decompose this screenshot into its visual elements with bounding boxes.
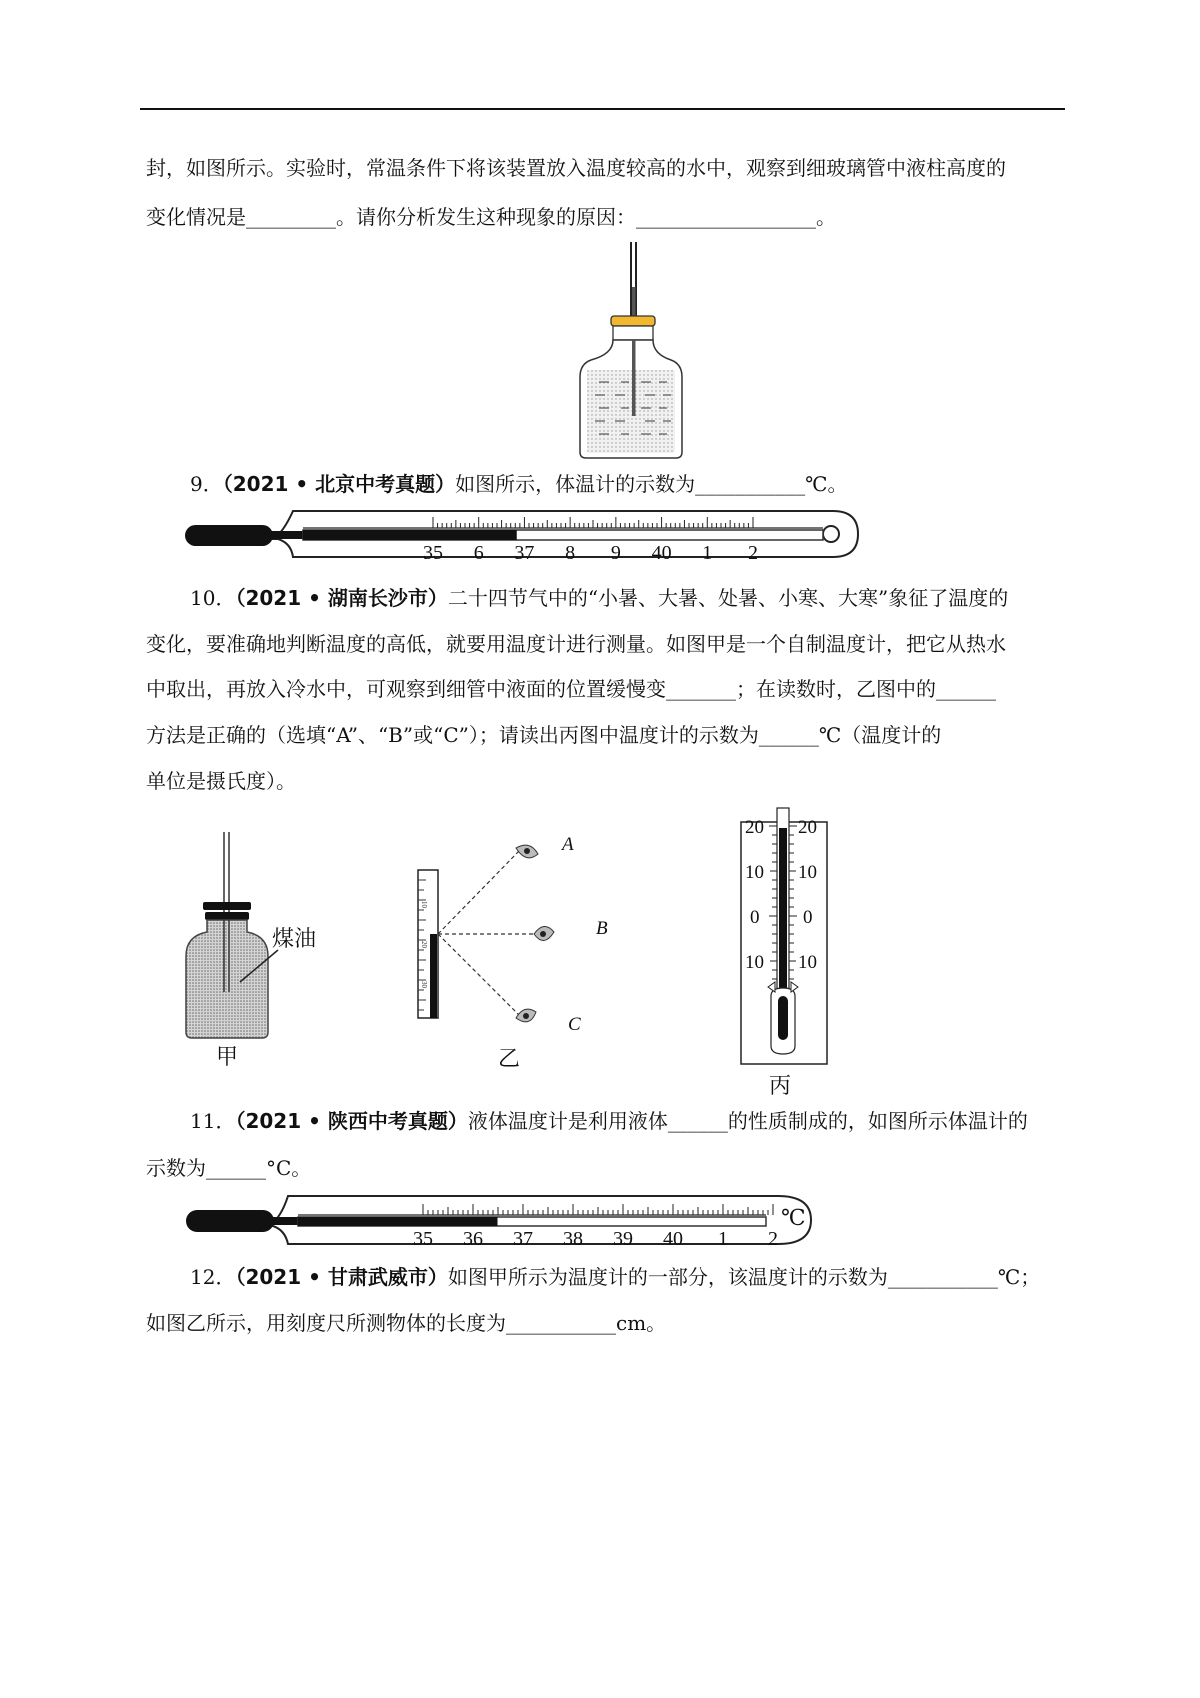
q11-line-2: 示数为______°C。 [146, 1156, 312, 1180]
q11-line-1 [190, 1109, 1028, 1133]
q9-scale-label: 1 [702, 542, 713, 564]
kerosene-label: 煤油 [272, 927, 317, 952]
q9-scale-label: 2 [748, 542, 758, 564]
q11-scale-label: 35 [413, 1228, 433, 1250]
q12-line-2: 如图乙所示，用刻度尺所测物体的长度为___________cm。 [146, 1311, 667, 1335]
q11-source: （2021 • 陕西中考真题） [235, 1109, 468, 1133]
eye-a-label: A [562, 834, 574, 855]
bing-left-20: 20 [745, 817, 764, 838]
q10-source: （2021 • 湖南长沙市） [235, 586, 448, 610]
ruler-tick-30: 30 [420, 981, 428, 988]
bing-right-10: 10 [798, 862, 817, 883]
q9-source: （2021 • 北京中考真题） [222, 472, 456, 496]
q9-scale-label: 40 [651, 542, 672, 564]
bing-right-20: 20 [798, 817, 817, 838]
q10-line-4: 方法是正确的（选填“A”、“B”或“C”）；请读出丙图中温度计的示数为______℃（温度计的 [146, 723, 942, 747]
q11-number: 11． [190, 1109, 236, 1133]
q11-scale-label: 40 [663, 1228, 683, 1250]
q10-line1-text: 二十四节气中的“小暑、大暑、处暑、小寒、大寒”象征了温度的 [447, 586, 1009, 610]
q9-scale-label: 6 [473, 542, 484, 564]
q10-line-1 [190, 586, 1008, 610]
q10-line-5: 单位是摄氏度）。 [146, 769, 296, 793]
q8-line-2: 变化情况是_________。请你分析发生这种现象的原因：__________________。 [146, 205, 836, 229]
q9-number: 9． [190, 472, 223, 496]
q11-line1-text: 液体温度计是利用液体______的性质制成的，如图所示体温计的 [467, 1109, 1028, 1133]
q10-number: 10． [190, 586, 236, 610]
q10-line-3: 中取出，再放入冷水中，可观察到细管中液面的位置缓慢变_______；在读数时，乙图中的______ [146, 677, 996, 701]
fig-jia-kerosene-bottle [180, 832, 340, 1068]
bing-left-10: 10 [745, 862, 764, 883]
eye-c-icon [516, 1009, 536, 1022]
q8-line-1: 封，如图所示。实验时，常温条件下将该装置放入温度较高的水中，观察到细玻璃管中液柱高度的 [146, 156, 1006, 180]
q12-source: （2021 • 甘肃武威市） [235, 1265, 448, 1289]
bing-right-0: 0 [803, 907, 813, 928]
q11-scale-label: 38 [563, 1228, 583, 1250]
bing-left-neg10: 10 [745, 952, 764, 973]
q9-liquid-column [303, 530, 517, 540]
bing-left-0: 0 [750, 907, 760, 928]
q9-scale-label: 8 [565, 542, 576, 564]
eye-a-icon [516, 845, 538, 858]
fig-bing-label: 丙 [769, 1074, 792, 1099]
fig-yi-label: 乙 [498, 1047, 521, 1072]
q9-scale-label: 37 [514, 542, 535, 564]
q9-text: 如图所示，体温计的示数为___________℃。 [455, 472, 848, 496]
clinical-thermometer-q9 [183, 503, 868, 565]
q12-line-1 [190, 1265, 1040, 1289]
header-rule [140, 108, 1065, 110]
q11-scale-label: 2 [768, 1228, 778, 1250]
q9-line [190, 472, 847, 496]
q12-number: 12． [190, 1265, 236, 1289]
fig-bing-thermometer [735, 808, 855, 1099]
q9-scale-label: 35 [423, 542, 443, 564]
bing-right-neg10: 10 [798, 952, 817, 973]
q12-line1-text: 如图甲所示为温度计的一部分，该温度计的示数为___________℃； [447, 1265, 1041, 1289]
q11-unit-label: ℃ [781, 1205, 806, 1230]
eye-b-label: B [596, 918, 608, 939]
q11-scale-label: 1 [718, 1228, 728, 1250]
sealed-bottle-figure [575, 242, 685, 460]
q10-line-2: 变化，要准确地判断温度的高低，就要用温度计进行测量。如图甲是一个自制温度计，把它从热水 [146, 632, 1006, 656]
q11-liquid-column [298, 1217, 498, 1226]
q11-scale-label: 37 [513, 1228, 533, 1250]
fig-jia-label: 甲 [216, 1045, 239, 1070]
q11-scale-label: 36 [463, 1228, 483, 1250]
clinical-thermometer-q11 [183, 1190, 823, 1250]
q11-scale-label: 39 [613, 1228, 633, 1250]
fig-yi-reading-angles [410, 820, 610, 1080]
q9-scale-label: 9 [610, 542, 621, 564]
eye-c-label: C [568, 1014, 581, 1035]
ruler-tick-10: 10 [420, 901, 428, 908]
eye-b-icon [534, 926, 554, 940]
ruler-tick-20: 20 [420, 941, 428, 948]
